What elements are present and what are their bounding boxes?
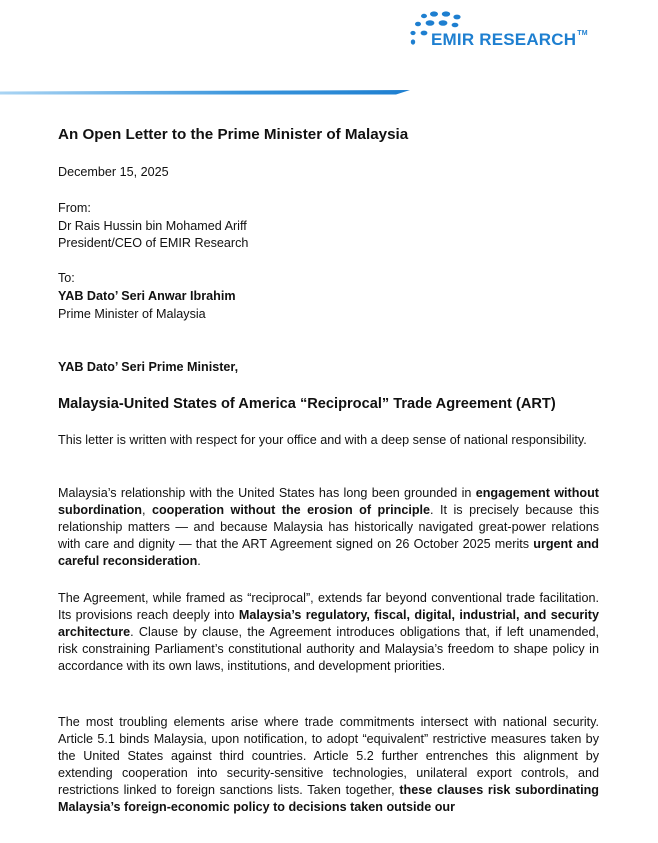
emphasis-text: cooperation without the erosion of principle	[151, 503, 431, 517]
to-label: To:	[58, 271, 75, 285]
emir-research-logo	[405, 8, 615, 50]
recipient-role: Prime Minister of Malaysia	[58, 307, 206, 321]
emphasis-text: these clauses risk subordinating Malaysia’s foreign-economic policy to decisions taken outside our	[58, 783, 599, 814]
header-accent-bar	[0, 90, 410, 96]
from-label: From:	[58, 201, 91, 215]
paragraph-text: This letter is written with respect for your office and with a deep sense of national responsibility.	[58, 433, 587, 447]
letter-date: December 15, 2025	[58, 165, 169, 179]
emphasis-text: Malaysia’s regulatory, fiscal, digital, industrial, and security architecture	[58, 608, 600, 639]
emphasis-text: engagement without subordination	[58, 486, 599, 517]
sender-role: President/CEO of EMIR Research	[58, 236, 249, 250]
paragraph-text: The most troubling elements arise where trade commitments intersect with national security. Article 5.1 binds Malaysia, upon notification, to adopt “equivalent” restrictive measures taken by the United States against third countries. Article 5.2 further entrenches this alignment by extending cooperation into security-sensitive technologies, unilateral export controls, and restrictions linked to foreign sanctions lists. Taken together,	[58, 715, 599, 797]
paragraph-text: . It is precisely because this relationship matters — and because Malaysia has historically navigated great-power relations with care and dignity — that the ART Agreement signed on 26 October 2025 merits	[58, 503, 599, 551]
emphasis-text: urgent and careful reconsideration	[58, 537, 599, 568]
logo-wordmark: EMIR RESEARCH™	[431, 30, 588, 49]
sender-name: Dr Rais Hussin bin Mohamed Ariff	[58, 219, 247, 233]
salutation: YAB Dato’ Seri Prime Minister,	[58, 360, 239, 374]
paragraph-text: . Clause by clause, the Agreement introduces obligations that, if left unamended, risk constraining Parliament’s constitutional authority and Malaysia’s freedom to shape policy in accordance with its own laws, institutions, and development priorities.	[58, 625, 599, 673]
paragraph-text: The Agreement, while framed as “reciprocal”, extends far beyond conventional trade facilitation. Its provisions reach deeply into	[58, 591, 599, 622]
letter-title: An Open Letter to the Prime Minister of Malaysia	[58, 126, 409, 143]
recipient-name: YAB Dato’ Seri Anwar Ibrahim	[58, 289, 236, 303]
paragraph-4	[58, 714, 599, 816]
trademark-mark: TM	[577, 30, 588, 37]
paragraph-1	[58, 432, 599, 449]
paragraph-2	[58, 485, 599, 570]
paragraph-3	[58, 590, 599, 675]
letter-subject: Malaysia-United States of America “Reciprocal” Trade Agreement (ART)	[58, 396, 556, 412]
paragraph-text: ,	[141, 503, 152, 517]
paragraph-text: Malaysia’s relationship with the United States has long been grounded in	[58, 486, 476, 500]
paragraph-text: .	[197, 554, 201, 568]
